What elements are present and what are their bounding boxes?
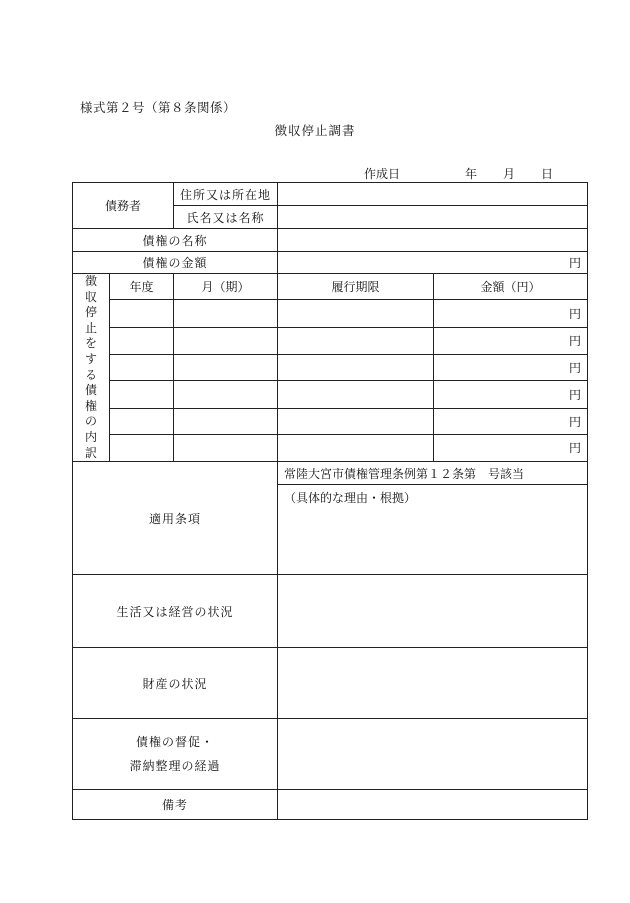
living-situation-field[interactable]	[278, 575, 588, 648]
stop-collection-form-table	[72, 182, 588, 820]
breakdown-header-row	[73, 274, 588, 300]
remarks-row	[73, 790, 588, 820]
claim-amount-field[interactable]: 円	[278, 252, 588, 274]
breakdown-month-cell[interactable]	[174, 327, 278, 354]
breakdown-deadline-cell[interactable]	[278, 327, 434, 354]
breakdown-amount-cell[interactable]: 円	[434, 327, 588, 354]
claim-name-row	[73, 229, 588, 252]
breakdown-header-deadline: 履行期限	[278, 274, 434, 300]
breakdown-month-cell[interactable]	[174, 381, 278, 408]
breakdown-header-month: 月（期）	[174, 274, 278, 300]
breakdown-deadline-cell[interactable]	[278, 300, 434, 327]
breakdown-deadline-cell[interactable]	[278, 434, 434, 461]
debtor-label: 債務者	[73, 183, 174, 229]
breakdown-deadline-cell[interactable]	[278, 354, 434, 380]
dunning-row	[73, 719, 588, 790]
table-row	[73, 327, 588, 354]
breakdown-amount-cell[interactable]: 円	[434, 408, 588, 434]
claim-name-field[interactable]	[278, 229, 588, 252]
table-row	[73, 408, 588, 434]
property-field[interactable]	[278, 648, 588, 719]
property-label: 財産の状況	[73, 648, 278, 719]
breakdown-amount-cell[interactable]: 円	[434, 434, 588, 461]
breakdown-header-amount: 金額（円）	[434, 274, 588, 300]
breakdown-amount-cell[interactable]: 円	[434, 300, 588, 327]
breakdown-month-cell[interactable]	[174, 354, 278, 380]
breakdown-year-cell[interactable]	[110, 381, 174, 408]
dunning-label-line1: 債権の督促・	[136, 735, 215, 750]
debtor-address-label: 住所又は所在地	[174, 183, 278, 206]
applicable-reason-field[interactable]: （具体的な理由・根拠）	[278, 485, 588, 575]
table-row	[73, 381, 588, 408]
remarks-field[interactable]	[278, 790, 588, 820]
form-number: 様式第２号（第８条関係）	[80, 100, 237, 115]
table-row	[73, 354, 588, 380]
table-row	[73, 300, 588, 327]
table-row	[73, 434, 588, 461]
breakdown-year-cell[interactable]	[110, 354, 174, 380]
breakdown-amount-cell[interactable]: 円	[434, 354, 588, 380]
debtor-name-label: 氏名又は名称	[174, 206, 278, 229]
debtor-address-field[interactable]	[278, 183, 588, 206]
living-situation-row	[73, 575, 588, 648]
living-situation-label: 生活又は経営の状況	[73, 575, 278, 648]
day-label: 日	[541, 167, 554, 181]
breakdown-vertical-label: 徴収停止をする債権の内訳	[73, 274, 110, 462]
breakdown-amount-cell[interactable]: 円	[434, 381, 588, 408]
claim-name-label: 債権の名称	[73, 229, 278, 252]
breakdown-month-cell[interactable]	[174, 434, 278, 461]
claim-amount-label: 債権の金額	[73, 252, 278, 274]
dunning-label-line2: 滞納整理の経過	[129, 759, 221, 774]
property-row	[73, 648, 588, 719]
applicable-clause-row	[73, 462, 588, 485]
year-label: 年	[465, 167, 478, 181]
created-date-label: 作成日	[364, 167, 401, 181]
dunning-field[interactable]	[278, 719, 588, 790]
breakdown-month-cell[interactable]	[174, 408, 278, 434]
dunning-label	[73, 719, 278, 790]
breakdown-deadline-cell[interactable]	[278, 408, 434, 434]
remarks-label: 備考	[73, 790, 278, 820]
debtor-address-row	[73, 183, 588, 206]
breakdown-year-cell[interactable]	[110, 300, 174, 327]
applicable-clause-label: 適用条項	[73, 462, 278, 575]
breakdown-month-cell[interactable]	[174, 300, 278, 327]
document-title: 徴収停止調書	[274, 123, 356, 138]
breakdown-year-cell[interactable]	[110, 327, 174, 354]
breakdown-deadline-cell[interactable]	[278, 381, 434, 408]
breakdown-year-cell[interactable]	[110, 434, 174, 461]
created-date-row	[364, 165, 554, 181]
month-label: 月	[503, 167, 516, 181]
breakdown-header-year: 年度	[110, 274, 174, 300]
claim-amount-row	[73, 252, 588, 274]
applicable-clause-text[interactable]: 常陸大宮市債権管理条例第１２条第 号該当	[278, 462, 588, 485]
breakdown-year-cell[interactable]	[110, 408, 174, 434]
debtor-name-field[interactable]	[278, 206, 588, 229]
